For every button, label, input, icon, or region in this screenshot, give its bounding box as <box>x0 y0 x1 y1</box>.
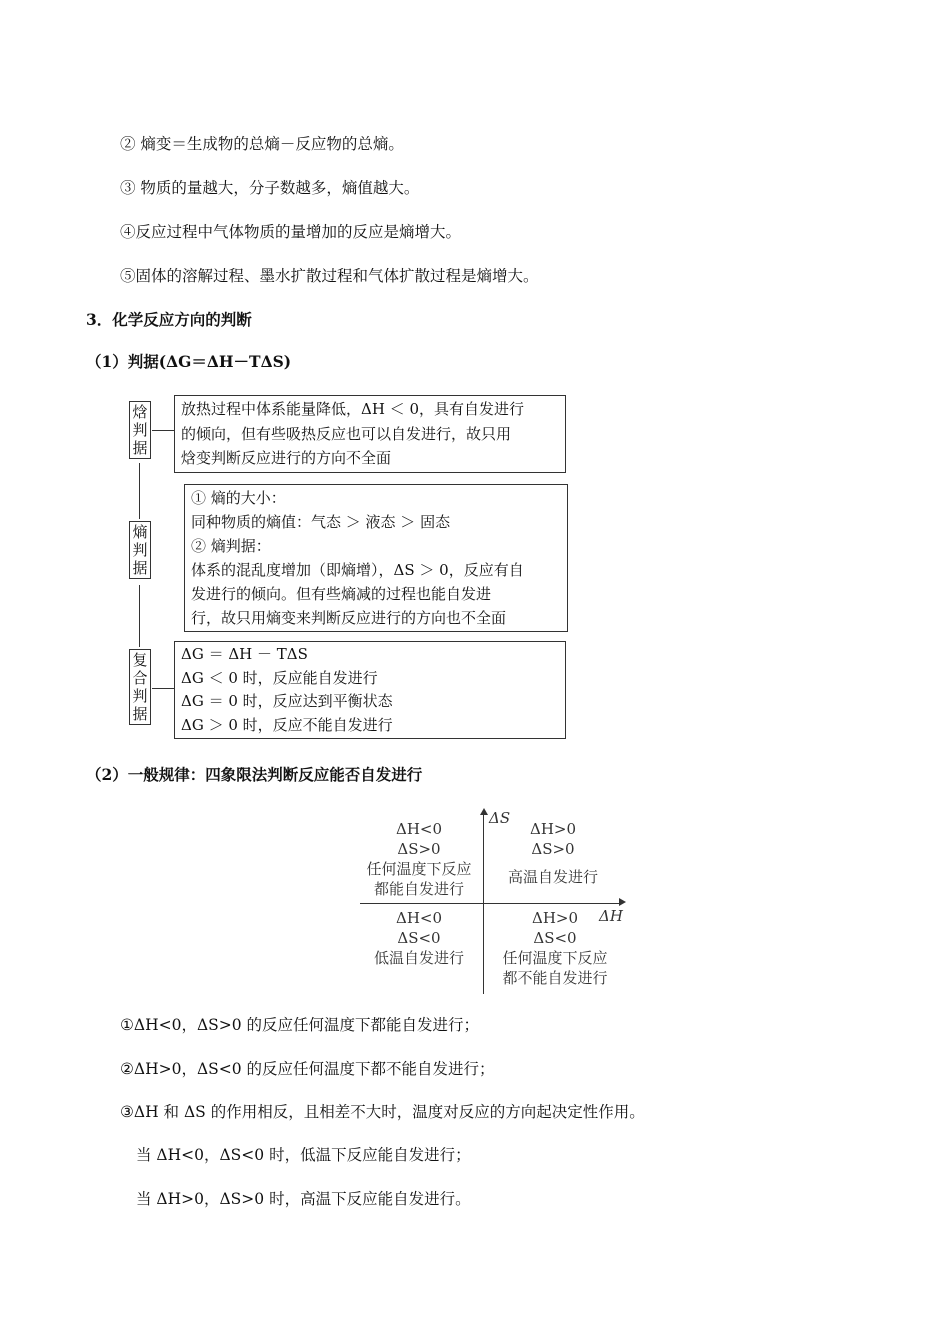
connector-line <box>152 430 174 431</box>
x-axis-line <box>360 903 622 904</box>
quadrant-diagram <box>355 806 635 996</box>
list-item-rule-3: ③ΔH 和 ΔS 的作用相反，且相差不大时，温度对反应的方向起决定性作用。 <box>120 1103 645 1121</box>
connector-line <box>139 463 140 519</box>
connector-line <box>152 688 174 689</box>
connector-line <box>139 585 140 647</box>
list-item-amount-entropy: ③ 物质的量越大，分子数越多，熵值越大。 <box>120 179 420 197</box>
list-item-rule-1: ①ΔH<0，ΔS>0 的反应任何温度下都能自发进行； <box>120 1016 480 1034</box>
y-axis-arrow-icon <box>480 808 488 815</box>
enthalpy-criterion-box: 放热过程中体系能量降低，ΔH ＜ 0，具有自发进行 的倾向，但有些吸热反应也可以自发进行，故只用 焓变判断反应进行的方向不全面 <box>174 395 566 473</box>
quadrant-2: ΔH<0 ΔS>0 任何温度下反应 都能自发进行 <box>366 820 472 898</box>
entropy-criterion-box: ① 熵的大小： 同种物质的熵值：气态 ＞ 液态 ＞ 固态 ② 熵判据： 体系的混乱度增加（即熵增），ΔS ＞ 0，反应有自 发进行的倾向。但有些熵减的过程也能自发进 行，故只用熵变来判断反应进行的方向也不全面 <box>184 484 568 632</box>
section-3-title: 3．化学反应方向的判断 <box>86 310 252 329</box>
combined-criterion-label: 复 合 判 据 <box>129 649 151 725</box>
combined-criterion-box: ΔG ＝ ΔH － TΔS ΔG ＜ 0 时，反应能自发进行 ΔG ＝ 0 时，反应达到平衡状态 ΔG ＞ 0 时，反应不能自发进行 <box>174 641 566 739</box>
subsection-1-title: （1）判据(ΔG＝ΔH－TΔS) <box>86 352 292 371</box>
quadrant-1: ΔH>0 ΔS>0 高温自发进行 <box>507 820 598 886</box>
entropy-criterion-label: 熵 判 据 <box>129 521 151 579</box>
y-axis-line <box>483 814 484 994</box>
x-axis-arrow-icon <box>619 898 626 906</box>
list-item-rule-2: ②ΔH>0，ΔS<0 的反应任何温度下都不能自发进行； <box>120 1060 495 1078</box>
list-item-high-temp: 当 ΔH>0，ΔS>0 时，高温下反应能自发进行。 <box>136 1190 471 1208</box>
criteria-diagram <box>126 393 571 741</box>
list-item-gas-entropy: ④反应过程中气体物质的量增加的反应是熵增大。 <box>120 223 462 241</box>
list-item-low-temp: 当 ΔH<0，ΔS<0 时，低温下反应能自发进行； <box>136 1146 471 1164</box>
list-item-entropy-change: ② 熵变＝生成物的总熵－反应物的总熵。 <box>120 135 404 153</box>
enthalpy-criterion-label: 焓 判 据 <box>129 401 151 459</box>
subsection-2-title: （2）一般规律：四象限法判断反应能否自发进行 <box>86 765 423 784</box>
quadrant-3: ΔH<0 ΔS<0 低温自发进行 <box>373 909 464 967</box>
x-axis-label: ΔH <box>599 907 623 925</box>
list-item-diffusion-entropy: ⑤固体的溶解过程、墨水扩散过程和气体扩散过程是熵增大。 <box>120 267 539 285</box>
quadrant-4: ΔH>0 ΔS<0 任何温度下反应 都不能自发进行 <box>502 909 608 987</box>
y-axis-label: ΔS <box>489 809 511 827</box>
